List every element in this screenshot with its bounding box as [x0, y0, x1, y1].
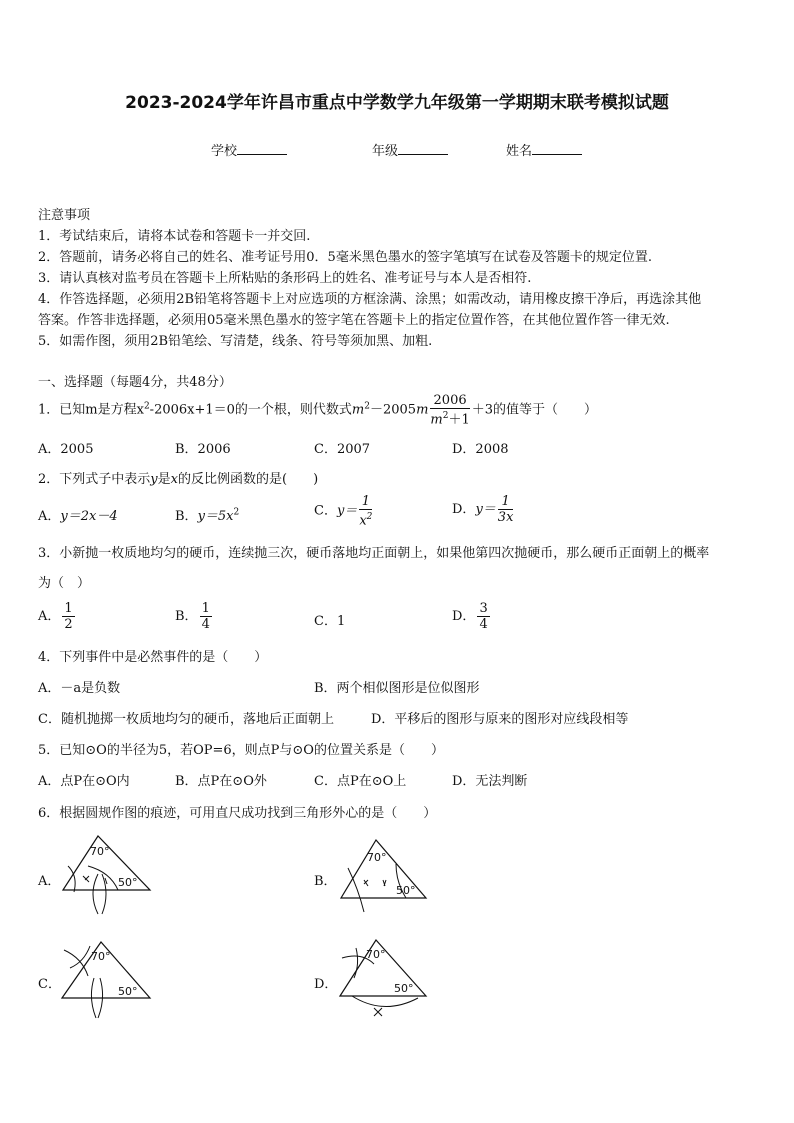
q2-c-left: y＝: [336, 503, 358, 519]
angle-right-label: 50°: [118, 985, 138, 998]
notice-item: 5．如需作图，须用2B铅笔绘、写清楚，线条、符号等须加黑、加粗.: [38, 334, 433, 349]
name-field: [506, 140, 582, 159]
q3-d-den: 4: [479, 617, 488, 632]
q6-figure-c: [58, 938, 168, 1020]
q4-option-c: C．随机抛掷一枚质地均匀的硬币，落地后正面朝上: [38, 712, 334, 727]
q2-a-label: A．: [38, 509, 61, 524]
notice-heading: 注意事项: [38, 208, 91, 223]
section-heading: 一、选择题（每题4分，共48分）: [38, 375, 232, 390]
q2-text-a: 2．下列式子中表示: [38, 472, 151, 487]
q2-c-den-sup: 2: [366, 512, 373, 522]
q2-c-fraction: [359, 494, 372, 528]
q2-d-num: 1: [498, 494, 514, 510]
q2-d-left: y＝: [475, 502, 496, 517]
q1-text-tail: ＋3的值等于（ ）: [471, 402, 598, 418]
q1-var-m: m: [416, 402, 429, 418]
q6-option-d-label: D．: [314, 977, 338, 992]
q3-d-num: 3: [479, 601, 488, 616]
notice-item: 2．答题前，请务必将自己的姓名、准考证号用0．5毫米黑色墨水的签字笔填写在试卷及答题卡的规定位置.: [38, 250, 652, 265]
q4-option-b: B．两个相似图形是位似图形: [314, 681, 480, 696]
q2-c-label: C．: [314, 503, 337, 519]
question-3-stem-line1: 3．小新抛一枚质地均匀的硬币，连续抛三次，硬币落地均正面朝上，如果他第四次抛硬币，那么硬币正面朝上的概率: [38, 546, 710, 561]
q6-option-b-label: B．: [314, 874, 337, 889]
grade-blank: [398, 142, 448, 155]
angle-right-label: 50°: [394, 982, 414, 995]
school-label: 学校: [211, 144, 238, 159]
question-5-stem: 5．已知⊙O的半径为5，若OP=6，则点P与⊙O的位置关系是（ ）: [38, 743, 444, 758]
q3-a-label: A．: [38, 609, 61, 624]
q1-option-c: C．2007: [314, 442, 371, 457]
q5-option-b: B．点P在⊙O外: [175, 774, 267, 789]
name-label: 姓名: [506, 144, 533, 159]
exam-title: 2023-2024学年许昌市重点中学数学九年级第一学期期末联考模拟试题: [125, 93, 669, 113]
q5-option-c: C．点P在⊙O上: [314, 774, 407, 789]
angle-top-label: 70°: [91, 950, 111, 963]
question-2-stem: [38, 468, 318, 487]
q2-b-sup: 2: [233, 507, 240, 518]
question-6-stem: 6．根据圆规作图的痕迹，可用直尺成功找到三角形外心的是（ ）: [38, 806, 437, 821]
q2-b-label: B．: [175, 509, 198, 524]
q6-figure-a: [58, 828, 168, 918]
notice-item: 答案。作答非选择题，必须用05毫米黑色墨水的签字笔在答题卡上的指定位置作答，在其他位置作答一律无效.: [38, 313, 670, 328]
q1-sup: 2: [143, 401, 150, 412]
school-blank: [237, 142, 287, 155]
q3-b-num: 1: [201, 601, 210, 616]
q5-option-d: D．无法判断: [452, 774, 528, 789]
q1-expr-mid: －2005: [369, 402, 417, 418]
q3-d-label: D．: [452, 609, 476, 624]
q2-option-a: [38, 505, 118, 524]
q1-frac-num: 2006: [430, 393, 469, 409]
q2-var-y: y: [150, 472, 158, 487]
q1-text-a: 1．已知m是方程x: [38, 402, 144, 418]
q3-a-num: 1: [64, 601, 73, 616]
notice-item: 3．请认真核对监考员在答题卡上所粘贴的条形码上的姓名、准考证号与本人是否相符.: [38, 271, 532, 286]
q6-figure-b: [334, 832, 444, 917]
grade-label: 年级: [372, 144, 399, 159]
q2-a-expr: y＝2x－4: [60, 509, 118, 524]
q3-option-c: C．1: [314, 614, 346, 629]
q1-frac-den: [430, 409, 469, 427]
q2-option-b: [175, 505, 239, 524]
q1-option-d: D．2008: [452, 442, 509, 457]
q3-option-d: [452, 601, 492, 632]
q2-option-c: [314, 494, 374, 528]
q1-sup: 2: [364, 401, 370, 412]
q1-text-b: -2006x+1＝0的一个根，则代数式: [149, 402, 352, 418]
q1-sup: 2: [442, 411, 449, 421]
notice-item: 1．考试结束后，请将本试卷和答题卡一并交回.: [38, 229, 311, 244]
q1-den-tail: ＋1: [448, 412, 470, 428]
q5-option-a: A．点P在⊙O内: [38, 774, 130, 789]
question-4-stem: 4．下列事件中是必然事件的是（ ）: [38, 650, 268, 665]
q6-option-c-label: C．: [38, 977, 61, 992]
q1-den-m: m: [430, 412, 443, 428]
angle-top-label: 70°: [366, 948, 386, 961]
q2-option-d: [452, 494, 515, 525]
q4-option-d: D．平移后的图形与原来的图形对应线段相等: [371, 712, 629, 727]
q6-figure-d: [334, 934, 444, 1024]
q2-d-den: 3x: [497, 510, 514, 525]
q1-option-b: B．2006: [175, 442, 231, 457]
angle-right-label: 50°: [118, 876, 138, 889]
notice-item: 4．作答选择题，必须用2B铅笔将答题卡上对应选项的方框涂满、涂黑；如需改动，请用橡皮擦干净后，再选涂其他: [38, 292, 702, 307]
q1-var-m: m: [351, 402, 365, 418]
q3-option-a: [38, 601, 77, 632]
q2-c-den: [359, 510, 372, 528]
q2-text-c: 的反比例函数的是( ): [178, 472, 319, 487]
question-3-stem-line2: 为（ ）: [38, 576, 91, 591]
q3-b-label: B．: [175, 609, 198, 624]
q2-c-num: 1: [359, 494, 372, 510]
q2-c-den-x: x: [359, 513, 367, 529]
q3-a-den: 2: [64, 617, 73, 632]
q4-option-a: A．－a是负数: [38, 681, 121, 696]
q3-b-fraction: [200, 601, 212, 632]
q1-option-a: A．2005: [38, 442, 94, 457]
grade-field: [372, 140, 448, 159]
name-blank: [532, 142, 582, 155]
angle-top-label: 70°: [367, 851, 387, 864]
angle-right-label: 50°: [396, 884, 416, 897]
school-field: [211, 140, 287, 159]
question-1-stem: [38, 393, 597, 427]
q1-fraction: [430, 393, 469, 427]
q3-b-den: 4: [201, 617, 210, 632]
q3-a-fraction: [62, 601, 74, 632]
q2-var-x: x: [170, 472, 178, 487]
angle-top-label: 70°: [90, 845, 110, 858]
q2-d-fraction: [498, 494, 514, 525]
q2-text-b: 是: [157, 472, 171, 487]
q3-d-fraction: [477, 601, 489, 632]
q2-d-label: D．: [452, 502, 476, 517]
q2-b-expr: y＝5x: [197, 509, 234, 524]
q3-option-b: [175, 601, 214, 632]
q6-option-a-label: A．: [38, 874, 61, 889]
